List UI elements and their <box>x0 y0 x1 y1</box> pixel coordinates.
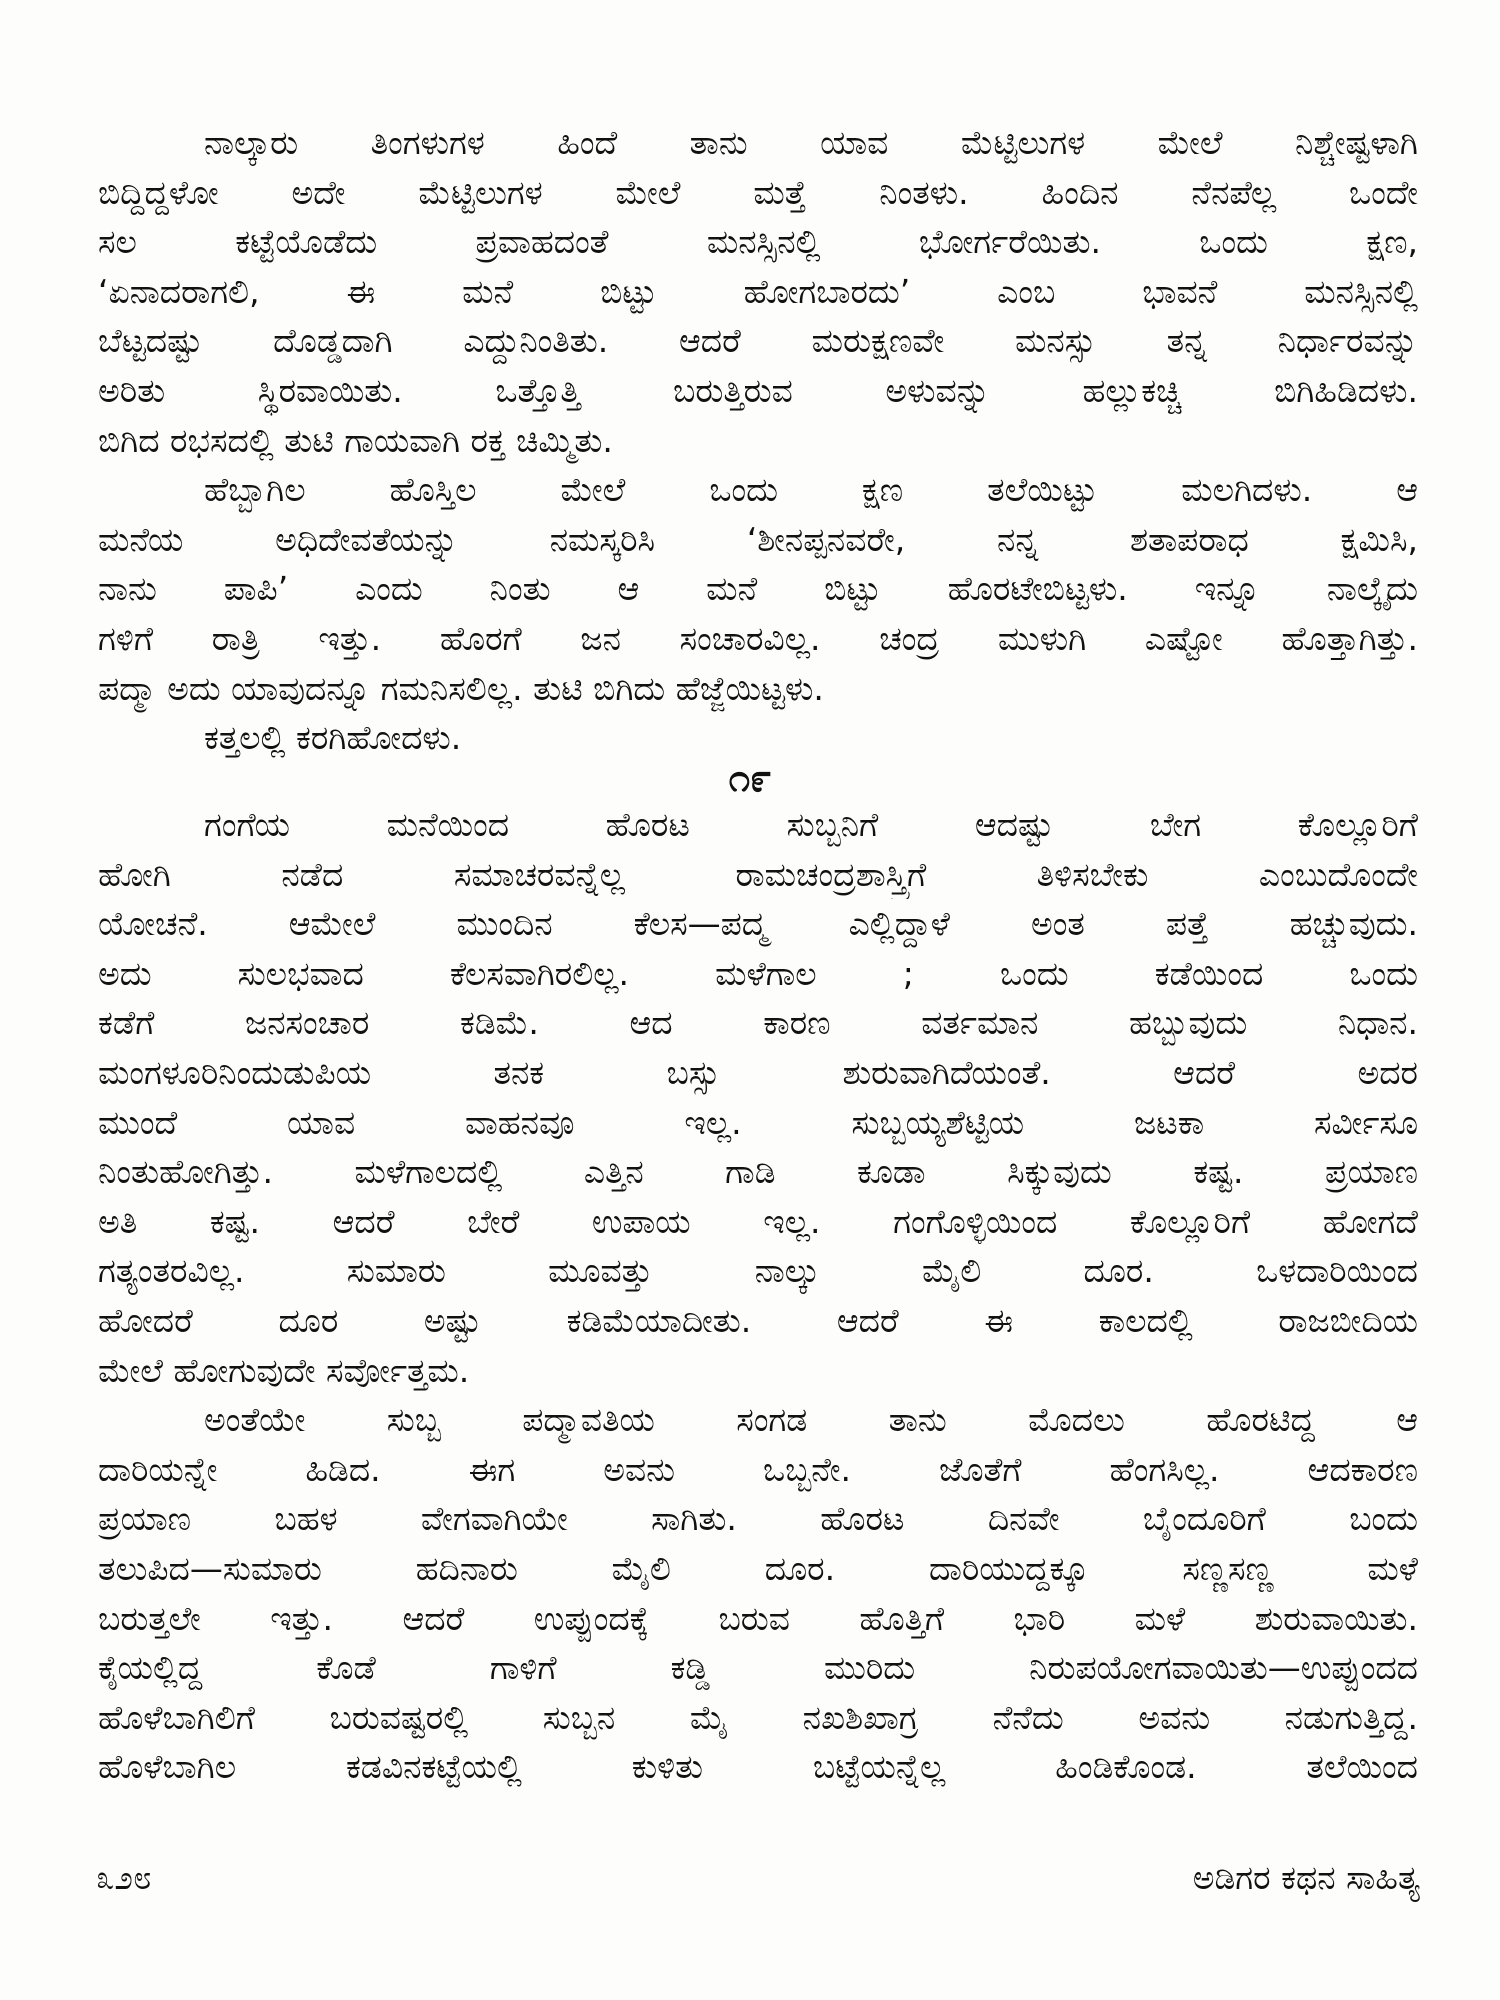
text-line: ನಾಲ್ಕಾರು ತಿಂಗಳುಗಳ ಹಿಂದೆ ತಾನು ಯಾವ ಮೆಟ್ಟಿಲುಗಳ ಮೇಲೆ ನಿಶ್ಚೇಷ್ಟಳಾಗಿ <box>204 123 1418 162</box>
text-line: ಬರುತ್ತಲೇ ಇತ್ತು. ಆದರೆ ಉಪ್ಪುಂದಕ್ಕೆ ಬರುವ ಹೊತ್ತಿಗೆ ಭಾರಿ ಮಳೆ ಶುರುವಾಯಿತು. <box>98 1598 1418 1638</box>
text-line: ಗಳಿಗೆ ರಾತ್ರಿ ಇತ್ತು. ಹೊರಗೆ ಜನ ಸಂಚಾರವಿಲ್ಲ. ಚಂದ್ರ ಮುಳುಗಿ ಎಷ್ಟೋ ಹೊತ್ತಾಗಿತ್ತು. <box>98 618 1418 658</box>
text-line: ಬಿಗಿದ ರಭಸದಲ್ಲಿ ತುಟಿ ಗಾಯವಾಗಿ ರಕ್ತ ಚಿಮ್ಮಿತು. <box>98 420 613 460</box>
text-line: ಅದು ಸುಲಭವಾದ ಕೆಲಸವಾಗಿರಲಿಲ್ಲ. ಮಳೆಗಾಲ ; ಒಂದು ಕಡೆಯಿಂದ ಒಂದು <box>98 953 1418 993</box>
text-line: ಹೋಗಿ ನಡೆದ ಸಮಾಚರವನ್ನೆಲ್ಲ ರಾಮಚಂದ್ರಶಾಸ್ತ್ರಿಗೆ ತಿಳಿಸಬೇಕು ಎಂಬುದೊಂದೇ <box>98 854 1418 894</box>
text-line: ಕತ್ತಲಲ್ಲಿ ಕರಗಿಹೋದಳು. <box>204 718 462 758</box>
text-line: ಹೆಬ್ಬಾಗಿಲ ಹೊಸ್ತಿಲ ಮೇಲೆ ಒಂದು ಕ್ಷಣ ತಲೆಯಿಟ್ಟು ಮಲಗಿದಳು. ಆ <box>204 470 1418 510</box>
chapter-number: ೧೯ <box>728 756 772 800</box>
text-line: ದಾರಿಯನ್ನೇ ಹಿಡಿದ. ಈಗ ಅವನು ಒಬ್ಬನೇ. ಜೊತೆಗೆ ಹೆಂಗಸಿಲ್ಲ. ಆದಕಾರಣ <box>98 1449 1418 1489</box>
text-line: ಅತಿ ಕಷ್ಟ. ಆದರೆ ಬೇರೆ ಉಪಾಯ ಇಲ್ಲ. ಗಂಗೊಳ್ಳಿಯಿಂದ ಕೊಲ್ಲೂರಿಗೆ ಹೋಗದೆ <box>98 1201 1418 1241</box>
text-line: ಹೊಳೆಬಾಗಿಲ ಕಡವಿನಕಟ್ಟೆಯಲ್ಲಿ ಕುಳಿತು ಬಟ್ಟೆಯನ್ನೆಲ್ಲ ಹಿಂಡಿಕೊಂಡ. ತಲೆಯಿಂದ <box>98 1747 1418 1787</box>
page-number: ೩೨೮ <box>96 1858 152 1897</box>
text-line: ‘ಏನಾದರಾಗಲಿ, ಈ ಮನೆ ಬಿಟ್ಟು ಹೋಗಬಾರದು’ ಎಂಬ ಭಾವನೆ ಮನಸ್ಸಿನಲ್ಲಿ <box>98 271 1418 311</box>
text-line: ತಲುಪಿದ—ಸುಮಾರು ಹದಿನಾರು ಮೈಲಿ ದೂರ. ದಾರಿಯುದ್ದಕ್ಕೂ ಸಣ್ಣಸಣ್ಣ ಮಳೆ <box>98 1548 1418 1588</box>
paragraph <box>98 800 1418 1395</box>
text-line: ಪ್ರಯಾಣ ಬಹಳ ವೇಗವಾಗಿಯೇ ಸಾಗಿತು. ಹೊರಟ ದಿನವೇ ಬೈಂದೂರಿಗೆ ಬಂದು <box>98 1499 1418 1539</box>
text-line: ಬೆಟ್ಟದಷ್ಟು ದೊಡ್ಡದಾಗಿ ಎದ್ದುನಿಂತಿತು. ಆದರೆ ಮರುಕ್ಷಣವೇ ಮನಸ್ಸು ತನ್ನ ನಿರ್ಧಾರವನ್ನು <box>98 321 1418 361</box>
text-line: ಕಡೆಗೆ ಜನಸಂಚಾರ ಕಡಿಮೆ. ಆದ ಕಾರಣ ವರ್ತಮಾನ ಹಬ್ಬುವುದು ನಿಧಾನ. <box>98 1003 1418 1043</box>
text-line: ಯೋಚನೆ. ಆಮೇಲೆ ಮುಂದಿನ ಕೆಲಸ—ಪದ್ಮ ಎಲ್ಲಿದ್ದಾಳೆ ಅಂತ ಪತ್ತೆ ಹಚ್ಚುವುದು. <box>98 904 1418 944</box>
text-line: ಗಂಗೆಯ ಮನೆಯಿಂದ ಹೊರಟ ಸುಬ್ಬನಿಗೆ ಆದಷ್ಟು ಬೇಗ ಕೊಲ್ಲೂರಿಗೆ <box>204 805 1418 844</box>
text-line: ನಾನು ಪಾಪಿ’ ಎಂದು ನಿಂತು ಆ ಮನೆ ಬಿಟ್ಟು ಹೊರಟೇಬಿಟ್ಟಳು. ಇನ್ನೂ ನಾಲ್ಕೈದು <box>98 569 1418 609</box>
text-line: ಸಲ ಕಟ್ಟೆಯೊಡೆದು ಪ್ರವಾಹದಂತೆ ಮನಸ್ಸಿನಲ್ಲಿ ಭೋರ್ಗರೆಯಿತು. ಒಂದು ಕ್ಷಣ, <box>98 222 1418 262</box>
chapter-start-text <box>98 800 1418 1792</box>
running-title: ಅಡಿಗರ ಕಥನ ಸಾಹಿತ್ಯ <box>1192 1858 1420 1897</box>
text-line: ಮಂಗಳೂರಿನಿಂದುಡುಪಿಯ ತನಕ ಬಸ್ಸು ಶುರುವಾಗಿದೆಯಂತೆ. ಆದರೆ ಅದರ <box>98 1052 1418 1092</box>
text-line: ಅಂತೆಯೇ ಸುಬ್ಬ ಪದ್ಮಾವತಿಯ ಸಂಗಡ ತಾನು ಮೊದಲು ಹೊರಟಿದ್ದ ಆ <box>204 1400 1418 1440</box>
text-line: ಕೈಯಲ್ಲಿದ್ದ ಕೊಡೆ ಗಾಳಿಗೆ ಕಡ್ಡಿ ಮುರಿದು ನಿರುಪಯೋಗವಾಯಿತು—ಉಪ್ಪುಂದದ <box>98 1648 1418 1688</box>
paragraph <box>98 1395 1418 1792</box>
text-line: ನಿಂತುಹೋಗಿತ್ತು. ಮಳೆಗಾಲದಲ್ಲಿ ಎತ್ತಿನ ಗಾಡಿ ಕೂಡಾ ಸಿಕ್ಕುವುದು ಕಷ್ಟ. ಪ್ರಯಾಣ <box>98 1152 1418 1192</box>
text-line: ಬಿದ್ದಿದ್ದಳೋ ಅದೇ ಮೆಟ್ಟಿಲುಗಳ ಮೇಲೆ ಮತ್ತೆ ನಿಂತಳು. ಹಿಂದಿನ ನೆನಪೆಲ್ಲ ಒಂದೇ <box>98 172 1418 212</box>
text-line: ಅರಿತು ಸ್ಥಿರವಾಯಿತು. ಒತ್ತೊತ್ತಿ ಬರುತ್ತಿರುವ ಅಳುವನ್ನು ಹಲ್ಲುಕಚ್ಚಿ ಬಿಗಿಹಿಡಿದಳು. <box>98 370 1418 410</box>
text-line: ಗತ್ಯಂತರವಿಲ್ಲ. ಸುಮಾರು ಮೂವತ್ತು ನಾಲ್ಕು ಮೈಲಿ ದೂರ. ಒಳದಾರಿಯಿಂದ <box>98 1251 1418 1291</box>
text-line: ಮನೆಯ ಅಧಿದೇವತೆಯನ್ನು ನಮಸ್ಕರಿಸಿ ‘ಶೀನಪ್ಪನವರೇ, ನನ್ನ ಶತಾಪರಾಧ ಕ್ಷಮಿಸಿ, <box>98 519 1418 559</box>
text-line: ಪದ್ಮಾ ಅದು ಯಾವುದನ್ನೂ ಗಮನಿಸಲಿಲ್ಲ. ತುಟಿ ಬಿಗಿದು ಹೆಜ್ಜೆಯಿಟ್ಟಳು. <box>98 668 824 708</box>
paragraph <box>98 465 1418 713</box>
text-line: ಹೋದರೆ ದೂರ ಅಷ್ಟು ಕಡಿಮೆಯಾದೀತು. ಆದರೆ ಈ ಕಾಲದಲ್ಲಿ ರಾಜಬೀದಿಯ <box>98 1300 1418 1340</box>
chapter-end-text <box>98 118 1418 763</box>
text-line: ಮುಂದೆ ಯಾವ ವಾಹನವೂ ಇಲ್ಲ. ಸುಬ್ಬಯ್ಯಶೆಟ್ಟಿಯ ಜಟಕಾ ಸರ್ವೀಸೂ <box>98 1102 1418 1142</box>
text-line: ಹೊಳೆಬಾಗಿಲಿಗೆ ಬರುವಷ್ಟರಲ್ಲಿ ಸುಬ್ಬನ ಮೈ ನಖಶಿಖಾಗ್ರ ನೆನೆದು ಅವನು ನಡುಗುತ್ತಿದ್ದ. <box>98 1697 1418 1737</box>
paragraph <box>98 118 1418 465</box>
text-line: ಮೇಲೆ ಹೋಗುವುದೇ ಸರ್ವೋತ್ತಮ. <box>98 1350 470 1390</box>
